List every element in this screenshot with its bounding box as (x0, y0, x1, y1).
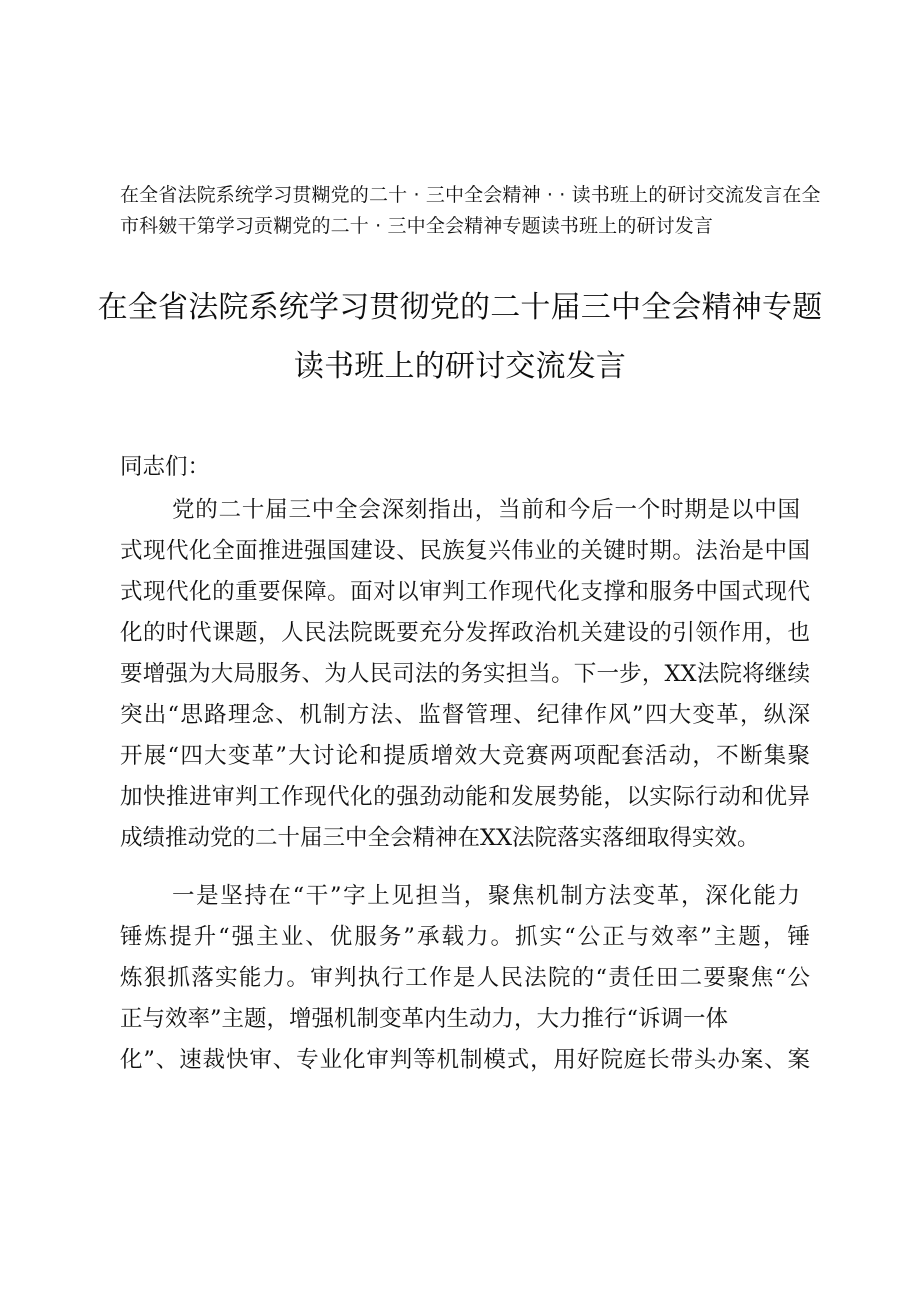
body-line: 党的二十届三中全会深刻指出，当前和今后一个时期是以中国 (172, 497, 800, 523)
document-title-line-2: 读书班上的研讨交流发言 (293, 349, 627, 384)
body-line: 成绩推动党的二十届三中全会精神在XX法院落实落细取得实效。 (120, 825, 760, 851)
salutation: 同志们： (120, 454, 211, 480)
body-line: 式现代化全面推进强国建设、民族复兴伟业的关键时期。法治是中国 (120, 538, 810, 564)
body-line: 化”、速裁快审、专业化审判等机制模式，用好院庭长带头办案、案 (120, 1047, 810, 1073)
body-line: 炼狠抓落实能力。审判执行工作是人民法院的“责任田二要聚焦“公 (120, 965, 810, 991)
document-title-line-1: 在全省法院系统学习贯彻党的二十届三中全会精神专题 (97, 290, 823, 325)
body-line: 化的时代课题，人民法院既要充分发挥政治机关建设的引领作用，也 (120, 620, 810, 646)
body-line: 加快推进审判工作现代化的强劲动能和发展势能，以实际行动和优异 (120, 784, 810, 810)
body-line: 突出“思路理念、机制方法、监督管理、纪律作风”四大变革，纵深 (120, 702, 810, 728)
body-line: 正与效率”主题，增强机制变革内生动力，大力推行“诉调一体 (120, 1006, 729, 1032)
body-line: 式现代化的重要保障。面对以审判工作现代化支撑和服务中国式现代 (120, 579, 810, 605)
body-line: 开展“四大变革”大讨论和提质增效大竞赛两项配套活动，不断集聚 (120, 743, 810, 769)
body-line: 锤炼提升“强主业、优服务”承载力。抓实“公正与效率”主题，锤 (120, 924, 810, 950)
header-line-2: 市科皴干第学习贡糊党的二十 · 三中全会精神专题读书班上的研讨发言 (120, 215, 714, 237)
body-line: 要增强为大局服务、为人民司法的务实担当。下一步，XX法院将继续 (120, 661, 810, 687)
header-line-1: 在全省法院系统学习贯糊党的二十 · 三中全会精神 · · 读书班上的研讨交流发言在全 (120, 184, 821, 206)
body-line: 一是坚持在“干”字上见担当，聚焦机制方法变革，深化能力 (172, 883, 800, 909)
